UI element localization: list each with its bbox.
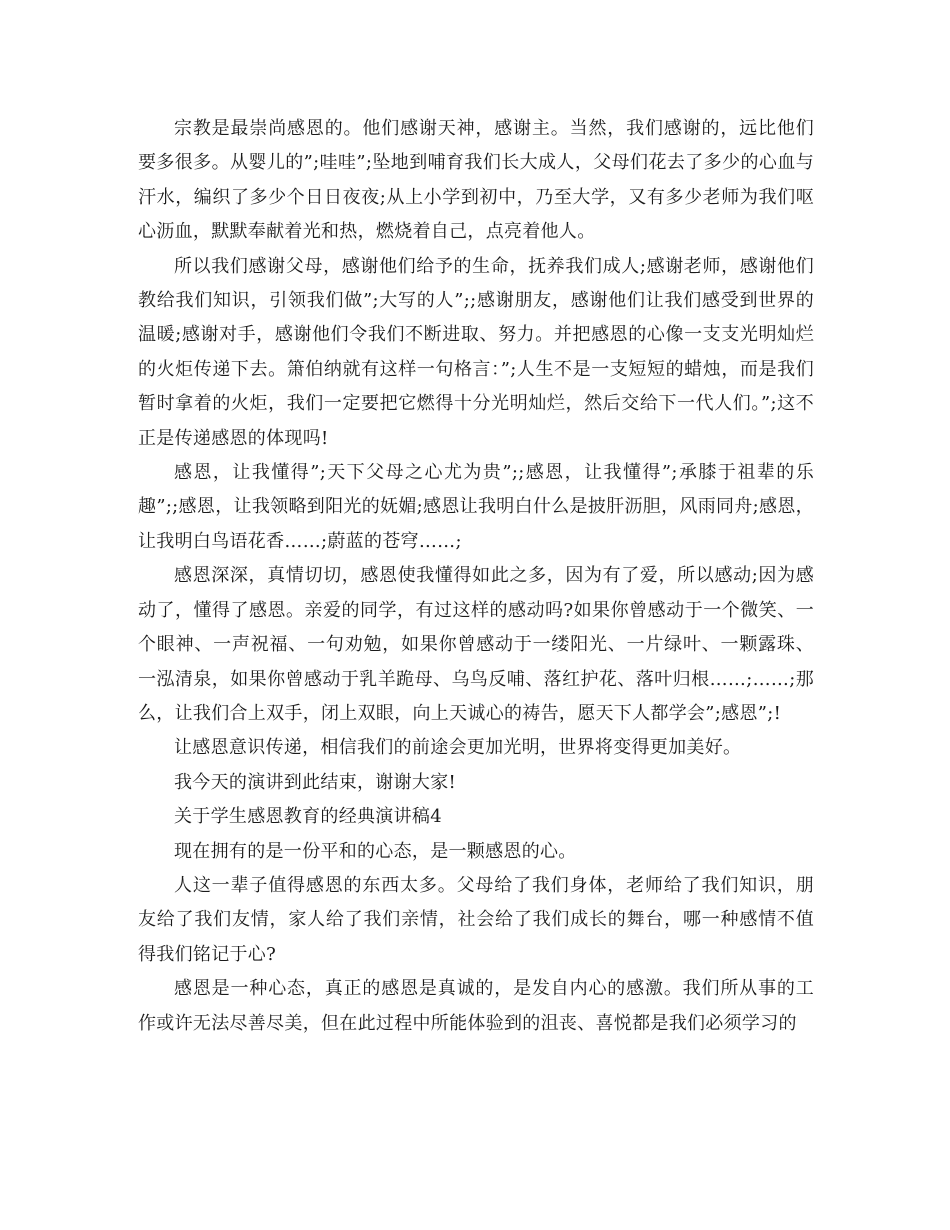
- paragraph-religion-gratitude: 宗教是最崇尚感恩的。他们感谢天神，感谢主。当然，我们感谢的，远比他们要多很多。从婴儿的”;哇哇”;坠地到哺育我们长大成人，父母们花去了多少的心血与汗水，编织了多少个日日夜夜;从上小学到初中，乃至大学，又有多少老师为我们呕心沥血，默默奉献着光和热，燃烧着自己，点亮着他人。: [138, 118, 814, 243]
- paragraph-deep-gratitude: 感恩深深，真情切切，感恩使我懂得如此之多，因为有了爱，所以感动;因为感动了，懂得了感恩。亲爱的同学，有过这样的感动吗?如果你曾感动于一个微笑、一个眼神、一声祝福、一句劝勉，如果你曾感动于一缕阳光、一片绿叶、一颗露珠、一泓清泉，如果你曾感动于乳羊跪母、乌鸟反哺、落红护花、落叶归根……;……;那么，让我们合上双手，闭上双眼，向上天诚心的祷告，愿天下人都学会”;感恩”;!: [138, 565, 814, 724]
- section-heading-speech-4: 关于学生感恩教育的经典演讲稿4: [174, 806, 442, 828]
- paragraph-speech-ending: 我今天的演讲到此结束，谢谢大家!: [174, 771, 457, 793]
- paragraph-thank-parents-teachers: 所以我们感谢父母，感谢他们给予的生命，抚养我们成人;感谢老师，感谢他们教给我们知识，引领我们做”;大写的人”;;感谢朋友，感谢他们让我们感受到世界的温暖;感谢对手，感谢他们令我们不断进取、努力。并把感恩的心像一支支光明灿烂的火炬传递下去。箫伯纳就有这样一句格言：”;人生不是一支短短的蜡烛，而是我们暂时拿着的火炬，我们一定要把它燃得十分光明灿烂，然后交给下一代人们。”;这不正是传递感恩的体现吗!: [138, 255, 814, 449]
- document-body: [138, 112, 814, 1041]
- paragraph-pass-on-gratitude: 让感恩意识传递，相信我们的前途会更加光明，世界将变得更加美好。: [174, 737, 742, 759]
- paragraph-peaceful-mindset: 现在拥有的是一份平和的心态，是一颗感恩的心。: [174, 840, 577, 862]
- paragraph-many-things-to-thank: 人这一辈子值得感恩的东西太多。父母给了我们身体，老师给了我们知识，朋友给了我们友情，家人给了我们亲情，社会给了我们成长的舞台，哪一种感情不值得我们铭记于心?: [138, 874, 814, 965]
- paragraph-gratitude-is-mindset: 感恩是一种心态，真正的感恩是真诚的，是发自内心的感激。我们所从事的工作或许无法尽善尽美，但在此过程中所能体验到的沮丧、喜悦都是我们必须学习的: [138, 978, 814, 1034]
- paragraph-gratitude-teaches: 感恩，让我懂得”;天下父母之心尤为贵”;;感恩，让我懂得”;承膝于祖辈的乐趣”;;感恩，让我领略到阳光的妩媚;感恩让我明白什么是披肝沥胆，风雨同舟;感恩，让我明白鸟语花香……;蔚蓝的苍穹……;: [138, 462, 814, 552]
